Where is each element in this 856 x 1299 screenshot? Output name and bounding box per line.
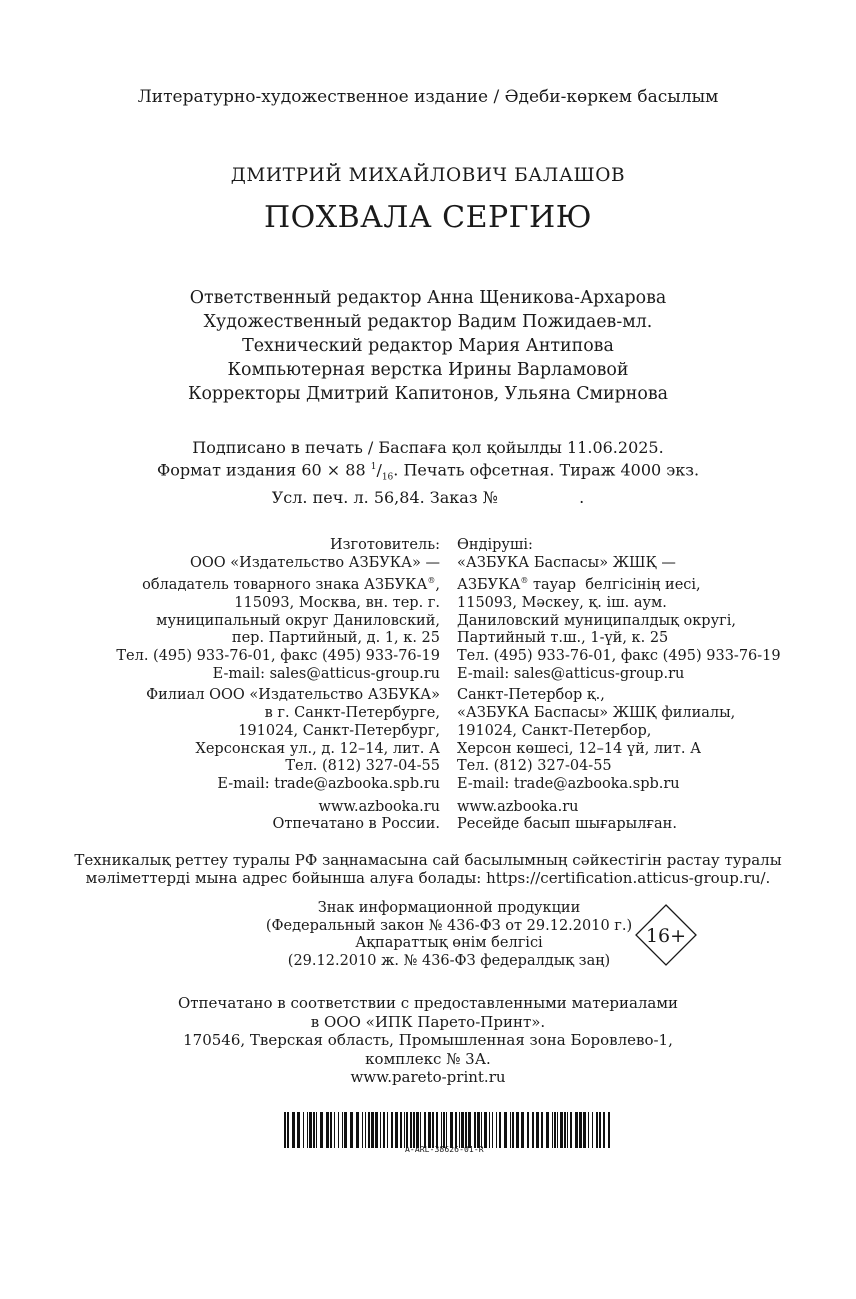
author-name: ДМИТРИЙ МИХАЙЛОВИЧ БАЛАШОВ — [230, 165, 626, 186]
barcode-bar — [461, 1112, 464, 1148]
barcode-bar — [552, 1112, 553, 1148]
barcode-bar — [512, 1112, 514, 1148]
barcode-bar — [459, 1112, 460, 1148]
signed-date: Подписано в печать / Баспаға қол қойылды 11.06.2025. — [192, 438, 664, 457]
barcode-bar — [564, 1112, 566, 1148]
barcode-bar — [350, 1112, 353, 1148]
barcode-bar — [284, 1112, 286, 1148]
barcode-bar — [313, 1112, 315, 1148]
barcode-bar — [541, 1112, 543, 1148]
barcode-bar — [521, 1112, 524, 1148]
barcode-bar — [481, 1112, 482, 1148]
barcode-bar — [596, 1112, 598, 1148]
barcode-bar — [395, 1112, 398, 1148]
barcode-bar — [380, 1112, 381, 1148]
barcode-bar — [441, 1112, 442, 1148]
barcode-bar — [510, 1112, 511, 1148]
barcode-bar — [342, 1112, 343, 1148]
barcode-bar — [428, 1112, 431, 1148]
barcode-bar — [400, 1112, 402, 1148]
printer-info: Отпечатано в соответствии с предоставленными материалами в ООО «ИПК Парето-Принт». 170546, Тверская область, Промышленная зона Боровлево-1, комплекс № 3А. www.pareto-print.ru — [0, 994, 856, 1087]
barcode-bar — [557, 1112, 558, 1148]
credit-line: Компьютерная верстка Ирины Варламовой — [227, 360, 629, 380]
barcode-bar — [391, 1112, 393, 1148]
barcode-bar — [316, 1112, 317, 1148]
barcode-bar — [567, 1112, 568, 1148]
barcode-bar — [446, 1112, 447, 1148]
barcode-bar — [303, 1112, 304, 1148]
barcode-bar — [420, 1112, 421, 1148]
barcode-bar — [588, 1112, 589, 1148]
website-ru: www.azbooka.ru — [318, 798, 440, 815]
barcode-bar — [536, 1112, 539, 1148]
barcode-bar — [443, 1112, 445, 1148]
manufacturer-ru: Изготовитель: ООО «Издательство АЗБУКА» — обладатель товарного знака АЗБУКА®, 115093, Москва, вн. тер. г. муниципальный округ Даниловский, пер. Партийный, д. 1, к. 25 Тел. (495) 933-76-01, факс (495) 933-76-19 E-mail: sales@atticus-group.ru Филиал ООО «Издательство АЗБУКА» в г. Санкт-Петербурге, 191024, Санкт-Петербург, Херсонская ул., д. 12–14, лит. А Тел. (812) 327-04-55 E-mail: trade@azbooka.spb.ru www.azbooka.ru Отпечатано в России. — [116, 537, 440, 833]
barcode-bar — [592, 1112, 593, 1148]
barcode-bar — [404, 1112, 405, 1148]
barcode-bar — [432, 1112, 434, 1148]
barcode-bar — [287, 1112, 289, 1148]
barcode-bar — [570, 1112, 572, 1148]
barcode-bar — [468, 1112, 471, 1148]
book-title: ПОХВАЛА СЕРГИЮ — [263, 200, 593, 235]
website-kz: www.azbooka.ru — [457, 798, 579, 815]
email-ru: E-mail: sales@atticus-group.ru — [212, 665, 440, 682]
barcode-bar — [326, 1112, 329, 1148]
barcode-bar — [320, 1112, 323, 1148]
barcode-bar — [344, 1112, 347, 1148]
barcode-bar — [477, 1112, 480, 1148]
barcode-bar — [375, 1112, 378, 1148]
barcode-bar — [365, 1112, 366, 1148]
sheets-line: Усл. печ. л. 56,84. Заказ № . — [271, 487, 585, 507]
barcode-bar — [297, 1112, 300, 1148]
age-rating-text: 16+ — [645, 925, 687, 947]
barcode-bar — [387, 1112, 388, 1148]
barcode-bar — [484, 1112, 487, 1148]
credit-line: Художественный редактор Вадим Пожидаев-мл. — [203, 312, 653, 332]
printer-website: www.pareto-print.ru — [350, 1068, 506, 1087]
barcode-bar — [583, 1112, 586, 1148]
credit-line: Корректоры Дмитрий Капитонов, Ульяна Смирнова — [188, 384, 668, 404]
barcode-bar — [383, 1112, 385, 1148]
barcode-bar — [292, 1112, 295, 1148]
print-info — [0, 438, 856, 507]
barcode-bar — [560, 1112, 563, 1148]
age-rating-badge — [635, 904, 697, 966]
barcode-bar — [496, 1112, 497, 1148]
barcode-bar — [450, 1112, 453, 1148]
barcode-bar — [413, 1112, 415, 1148]
certification-note: Техникалық реттеу туралы РФ заңнамасына сай басылымның сәйкестігін растау туралы мәліметтерді мына адрес бойынша алуға болады: https://certification.atticus-group.ru/. — [74, 851, 782, 888]
barcode-bar — [492, 1112, 493, 1148]
barcode-code: A-ARL-38626-01-R — [405, 1145, 484, 1154]
barcode-bar — [489, 1112, 490, 1148]
barcode-bar — [338, 1112, 339, 1148]
barcode-bar — [334, 1112, 335, 1148]
genre-line: Литературно-художественное издание / Әдеби-көркем басылым — [137, 87, 719, 107]
barcode-bar — [371, 1112, 374, 1148]
barcode-bar — [608, 1112, 610, 1148]
barcode-bar — [362, 1112, 363, 1148]
barcode-bar — [579, 1112, 582, 1148]
barcode-bar — [406, 1112, 408, 1148]
email-kz: E-mail: sales@atticus-group.ru — [457, 665, 685, 682]
barcode-bar — [532, 1112, 534, 1148]
barcode-bar — [416, 1112, 419, 1148]
credits-block — [0, 286, 856, 406]
barcode-bar — [307, 1112, 308, 1148]
barcode-bar — [465, 1112, 467, 1148]
barcode-bar — [356, 1112, 359, 1148]
barcode-bar — [330, 1112, 332, 1148]
barcode-bar — [455, 1112, 457, 1148]
format-line: Формат издания 60 × 88 $^1/_{16}$. Печать офсетная. Тираж 4000 экз. — [156, 459, 700, 483]
barcode-bar — [527, 1112, 529, 1148]
barcode-bar — [436, 1112, 438, 1148]
credit-line: Технический редактор Мария Антипова — [242, 336, 614, 356]
barcode-bar — [499, 1112, 501, 1148]
barcode-bar — [599, 1112, 601, 1148]
barcode-bar — [575, 1112, 578, 1148]
barcode-bar — [516, 1112, 519, 1148]
credit-line: Ответственный редактор Анна Щеникова-Архарова — [189, 288, 667, 308]
information-sign-text: Знак информационной продукции (Федеральный закон № 436-ФЗ от 29.12.2010 г.) Ақпараттық өнім белгісі (29.12.2010 ж. № 436-ФЗ федералдық заң) — [265, 900, 633, 969]
barcode-bar — [410, 1112, 412, 1148]
branch-email-kz: E-mail: trade@azbooka.spb.ru — [457, 775, 680, 792]
manufacturer-kz: Өндіруші: «АЗБУКА Баспасы» ЖШҚ — АЗБУКА® тауар белгісінің иесі, 115093, Мәскеу, қ. іш. аум. Даниловский муниципалдық округі, Партийный т.ш., 1-үй, к. 25 Тел. (495) 933-76-01, факс (495) 933-76-19 E-mail: sales@atticus-group.ru Санкт-Петербор қ., «АЗБУКА Баспасы» ЖШҚ филиалы, 191024, Санкт-Петербор, Херсон көшесі, 12–14 үй, лит. А Тел. (812) 327-04-55 E-mail: trade@azbooka.spb.ru www.azbooka.ru Ресейде басып шығарылған. — [457, 537, 781, 833]
branch-email-ru: E-mail: trade@azbooka.spb.ru — [217, 775, 440, 792]
barcode-bar — [504, 1112, 507, 1148]
barcode-bar — [424, 1112, 426, 1148]
barcode-bar — [309, 1112, 312, 1148]
barcode-bar — [474, 1112, 476, 1148]
barcode-icon — [284, 1112, 615, 1148]
barcode-bar — [546, 1112, 549, 1148]
barcode-bar — [603, 1112, 605, 1148]
barcode-bar — [368, 1112, 370, 1148]
barcode-bar — [554, 1112, 556, 1148]
